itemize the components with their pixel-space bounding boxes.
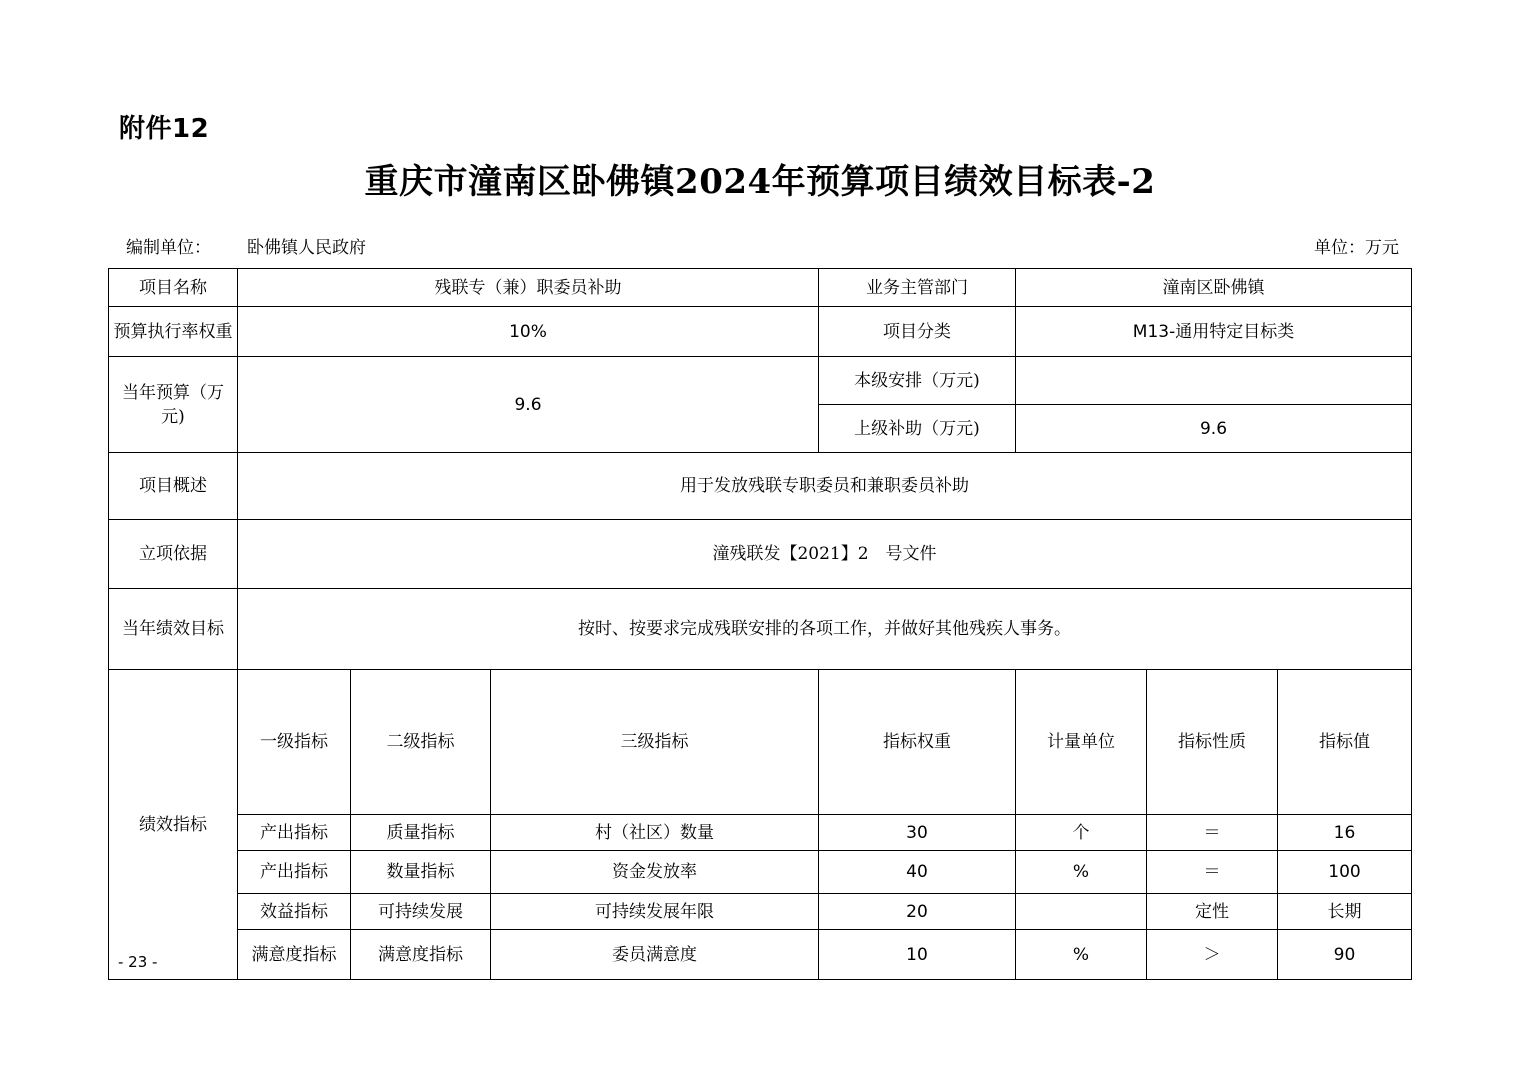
cell-value: 16: [1278, 815, 1412, 851]
cell-unit: %: [1016, 851, 1147, 894]
cell-level3: 委员满意度: [491, 930, 819, 980]
upper-value: 9.6: [1016, 405, 1412, 453]
upper-label: 上级补助（万元): [819, 405, 1016, 453]
cell-level1: 满意度指标: [238, 930, 351, 980]
indicator-section-label: 绩效指标: [109, 670, 238, 980]
org-info: [126, 233, 366, 258]
header-value: 指标值: [1278, 670, 1412, 815]
unit-label: 单位：万元: [1314, 238, 1399, 258]
basis-value: 潼残联发【2021】2 号文件: [238, 520, 1412, 589]
cell-level1: 产出指标: [238, 851, 351, 894]
cell-weight: 20: [819, 894, 1016, 930]
cell-weight: 10: [819, 930, 1016, 980]
category-value: M13-通用特定目标类: [1016, 307, 1412, 357]
cell-nature: 定性: [1147, 894, 1278, 930]
cell-level2: 数量指标: [351, 851, 491, 894]
header-level1: 一级指标: [238, 670, 351, 815]
goal-value: 按时、按要求完成残联安排的各项工作，并做好其他残疾人事务。: [238, 589, 1412, 670]
table-row: [109, 851, 1412, 894]
header-level2: 二级指标: [351, 670, 491, 815]
cell-level3: 资金发放率: [491, 851, 819, 894]
org-label: 编制单位：: [126, 238, 211, 258]
header-unit: 计量单位: [1016, 670, 1147, 815]
cell-level2: 可持续发展: [351, 894, 491, 930]
performance-table: [108, 268, 1412, 980]
table-row: [109, 930, 1412, 980]
table-row: [109, 815, 1412, 851]
cell-weight: 30: [819, 815, 1016, 851]
table-row: [109, 894, 1412, 930]
cell-nature: ＝: [1147, 851, 1278, 894]
dept-value: 潼南区卧佛镇: [1016, 269, 1412, 307]
cell-value: 100: [1278, 851, 1412, 894]
goal-label: 当年绩效目标: [109, 589, 238, 670]
attachment-label: 附件12: [119, 114, 210, 144]
local-label: 本级安排（万元): [819, 357, 1016, 405]
cell-nature: ＝: [1147, 815, 1278, 851]
budget-value: 9.6: [238, 357, 819, 453]
header-nature: 指标性质: [1147, 670, 1278, 815]
cell-nature: ＞: [1147, 930, 1278, 980]
project-name-value: 残联专（兼）职委员补助: [238, 269, 819, 307]
header-level3: 三级指标: [491, 670, 819, 815]
category-label: 项目分类: [819, 307, 1016, 357]
cell-level3: 村（社区）数量: [491, 815, 819, 851]
local-value: [1016, 357, 1412, 405]
weight-value: 10%: [238, 307, 819, 357]
cell-level1: 效益指标: [238, 894, 351, 930]
cell-level2: 满意度指标: [351, 930, 491, 980]
overview-label: 项目概述: [109, 453, 238, 520]
cell-value: 长期: [1278, 894, 1412, 930]
cell-level2: 质量指标: [351, 815, 491, 851]
org-value: 卧佛镇人民政府: [247, 238, 366, 258]
cell-level1: 产出指标: [238, 815, 351, 851]
budget-label: 当年预算（万元): [109, 357, 238, 453]
overview-value: 用于发放残联专职委员和兼职委员补助: [238, 453, 1412, 520]
cell-level3: 可持续发展年限: [491, 894, 819, 930]
cell-unit: %: [1016, 930, 1147, 980]
dept-label: 业务主管部门: [819, 269, 1016, 307]
cell-unit: 个: [1016, 815, 1147, 851]
cell-weight: 40: [819, 851, 1016, 894]
header-weight: 指标权重: [819, 670, 1016, 815]
cell-unit: [1016, 894, 1147, 930]
basis-label: 立项依据: [109, 520, 238, 589]
indicator-header-row: [109, 670, 1412, 815]
page-number: - 23 -: [118, 953, 158, 971]
project-name-label: 项目名称: [109, 269, 238, 307]
cell-value: 90: [1278, 930, 1412, 980]
page-title: 重庆市潼南区卧佛镇2024年预算项目绩效目标表-2: [364, 162, 1156, 202]
weight-label: 预算执行率权重: [109, 307, 238, 357]
